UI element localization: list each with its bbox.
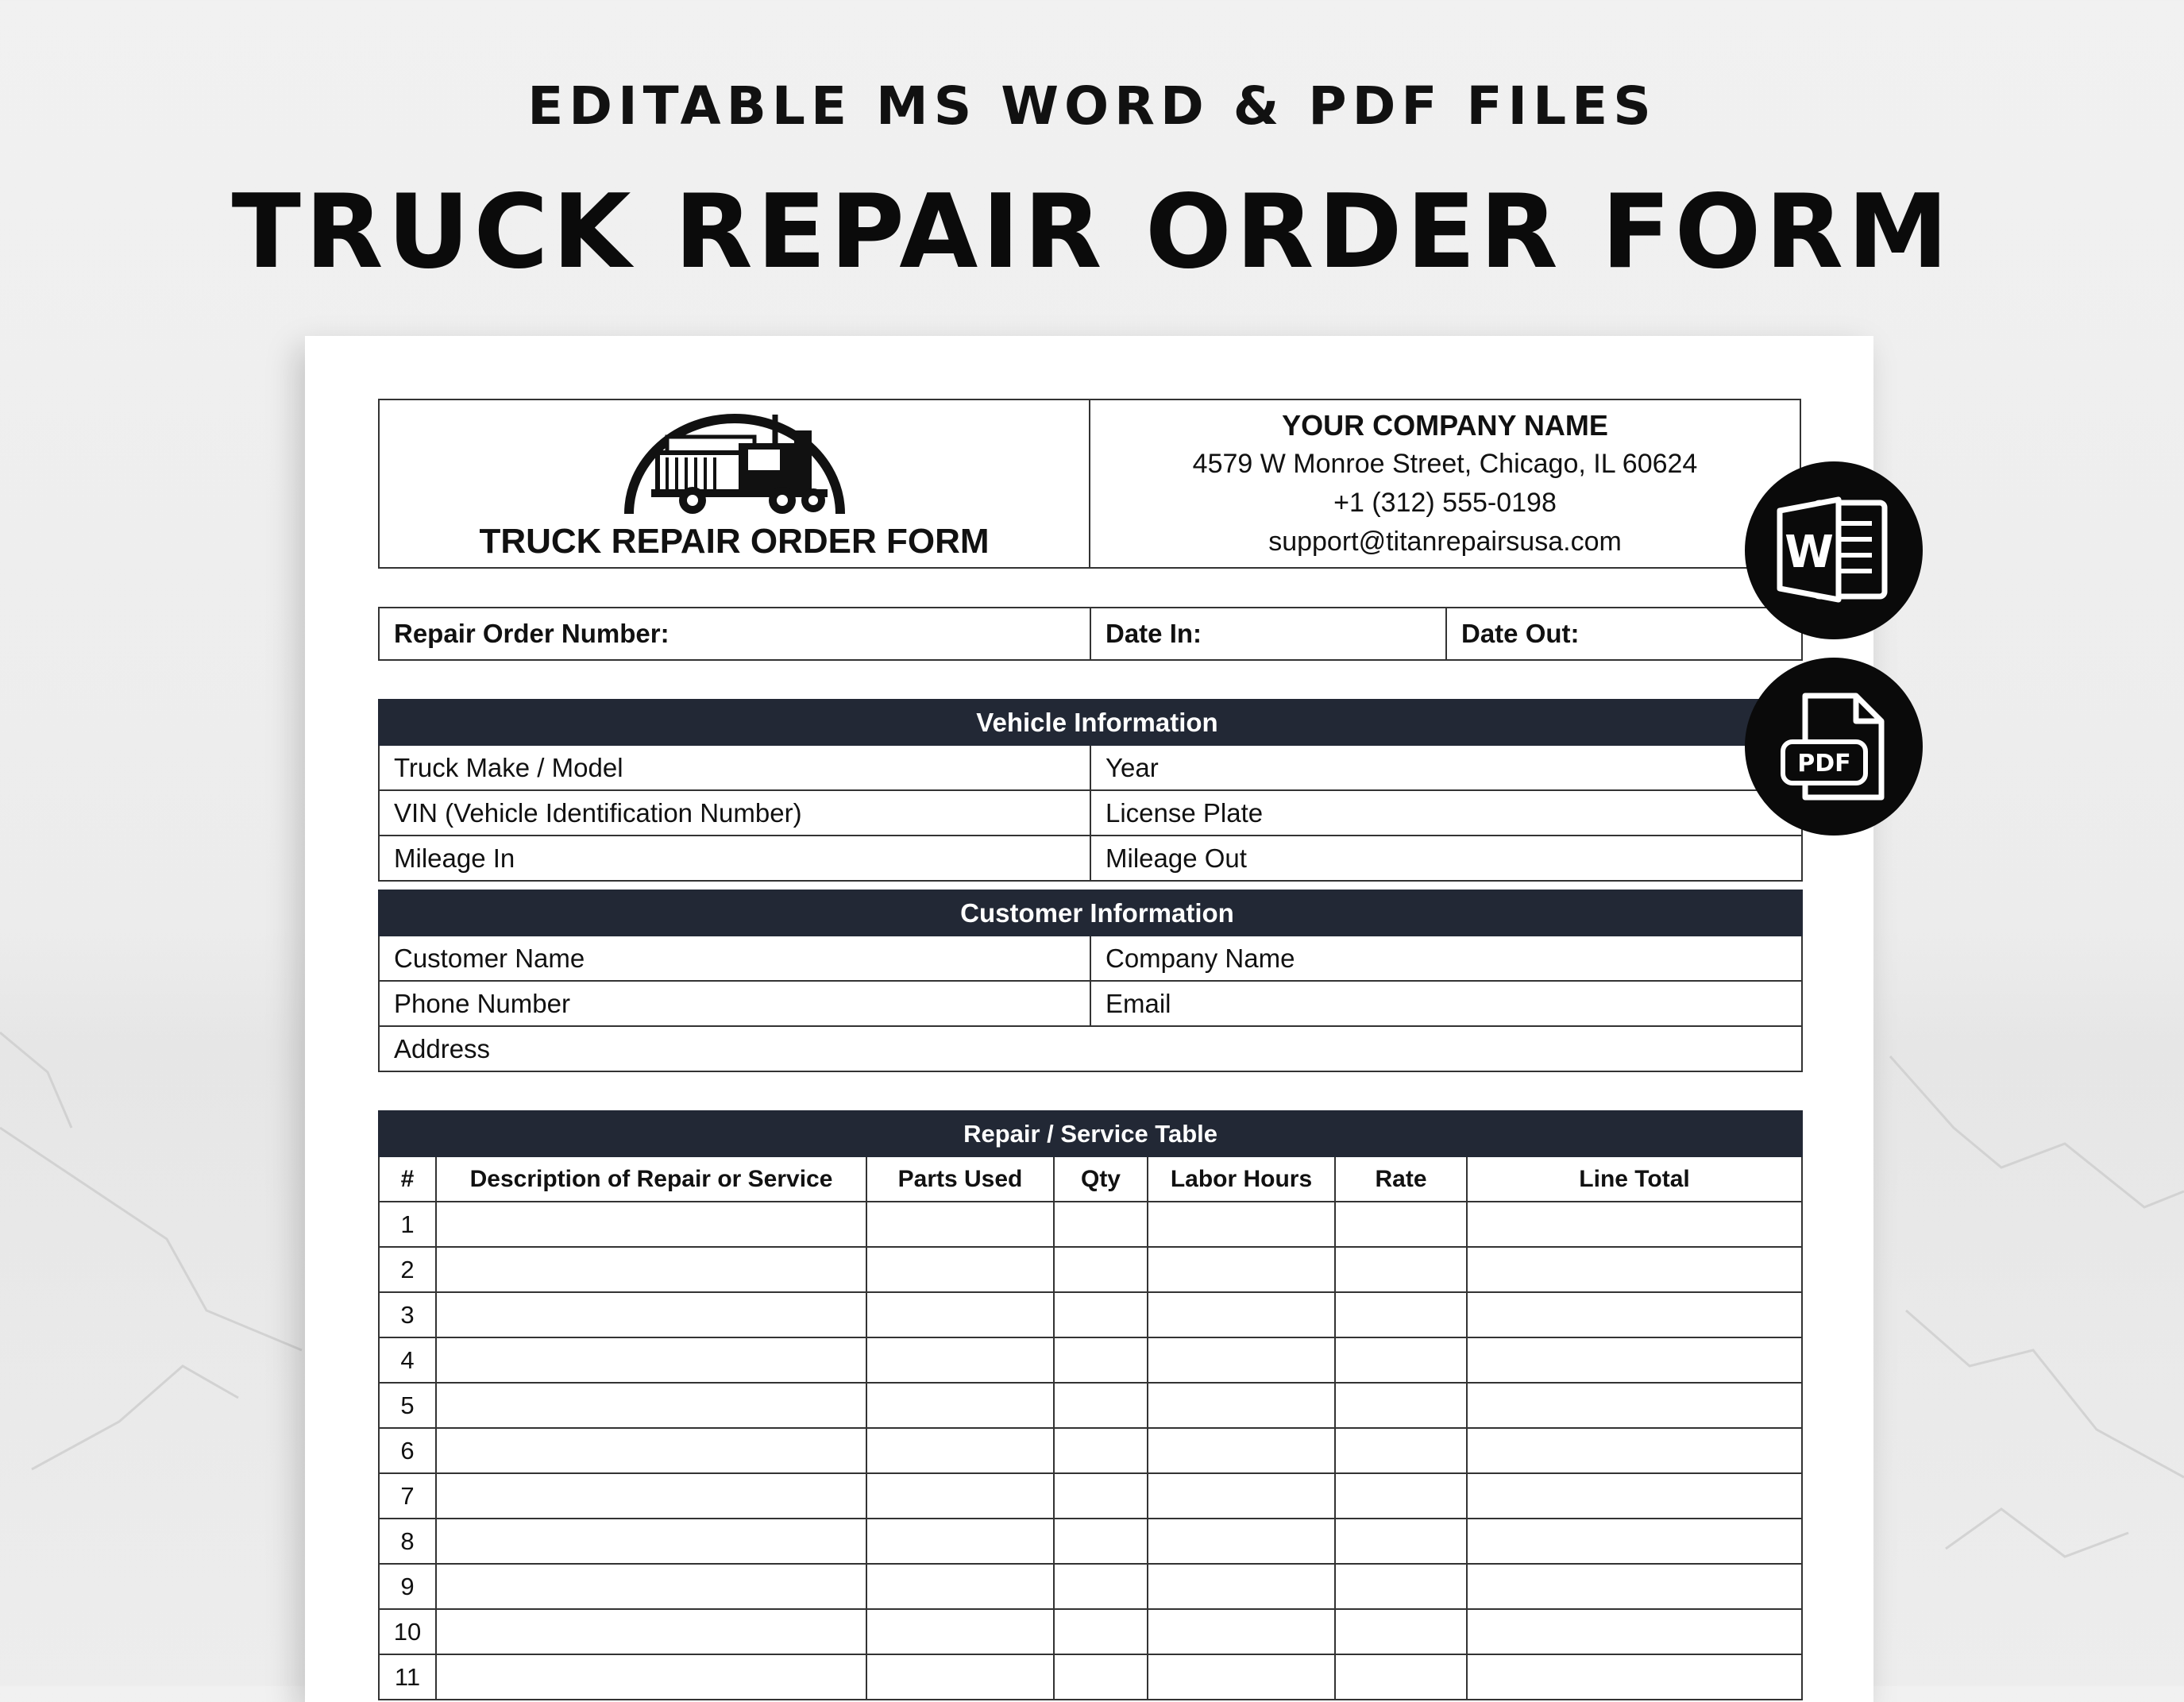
rate-cell[interactable]	[1335, 1609, 1467, 1654]
line-total-cell[interactable]	[1467, 1428, 1802, 1473]
labor-hours-cell[interactable]	[1148, 1292, 1335, 1337]
row-number: 1	[379, 1202, 436, 1247]
table-row	[379, 1609, 1802, 1654]
mileage-in-field[interactable]: Mileage In	[379, 836, 1090, 881]
description-cell[interactable]	[436, 1654, 866, 1700]
table-row	[379, 1292, 1802, 1337]
qty-cell[interactable]	[1054, 1609, 1148, 1654]
row-number: 8	[379, 1519, 436, 1564]
rate-cell[interactable]	[1335, 1247, 1467, 1292]
col-header-description: Description of Repair or Service	[436, 1156, 866, 1202]
labor-hours-cell[interactable]	[1148, 1654, 1335, 1700]
table-row	[379, 1202, 1802, 1247]
parts-used-cell[interactable]	[866, 1247, 1054, 1292]
truck-logo-icon	[619, 407, 850, 516]
row-number: 2	[379, 1247, 436, 1292]
rate-cell[interactable]	[1335, 1383, 1467, 1428]
vehicle-info-table	[378, 699, 1803, 882]
table-row	[379, 1337, 1802, 1383]
line-total-cell[interactable]	[1467, 1202, 1802, 1247]
parts-used-cell[interactable]	[866, 1654, 1054, 1700]
rate-cell[interactable]	[1335, 1428, 1467, 1473]
banner-subtitle: EDITABLE MS WORD & PDF FILES	[527, 75, 1657, 137]
line-total-cell[interactable]	[1467, 1609, 1802, 1654]
license-plate-field[interactable]: License Plate	[1090, 790, 1802, 836]
description-cell[interactable]	[436, 1609, 866, 1654]
date-in-field[interactable]: Date In:	[1090, 608, 1446, 660]
parts-used-cell[interactable]	[866, 1292, 1054, 1337]
table-row	[379, 1383, 1802, 1428]
phone-number-field[interactable]: Phone Number	[379, 981, 1090, 1026]
word-badge-letter: W	[1785, 527, 1834, 578]
company-email: support@titanrepairsusa.com	[1268, 527, 1622, 557]
rate-cell[interactable]	[1335, 1337, 1467, 1383]
pdf-badge-label: PDF	[1797, 750, 1851, 778]
row-number: 3	[379, 1292, 436, 1337]
qty-cell[interactable]	[1054, 1564, 1148, 1609]
table-row	[379, 1564, 1802, 1609]
description-cell[interactable]	[436, 1247, 866, 1292]
rate-cell[interactable]	[1335, 1519, 1467, 1564]
row-number: 7	[379, 1473, 436, 1519]
company-name: YOUR COMPANY NAME	[1282, 409, 1608, 442]
parts-used-cell[interactable]	[866, 1564, 1054, 1609]
qty-cell[interactable]	[1054, 1292, 1148, 1337]
table-row	[379, 1473, 1802, 1519]
parts-used-cell[interactable]	[866, 1519, 1054, 1564]
description-cell[interactable]	[436, 1519, 866, 1564]
email-field[interactable]: Email	[1090, 981, 1802, 1026]
line-total-cell[interactable]	[1467, 1473, 1802, 1519]
parts-used-cell[interactable]	[866, 1383, 1054, 1428]
parts-used-cell[interactable]	[866, 1428, 1054, 1473]
customer-info-table	[378, 890, 1803, 1072]
year-field[interactable]: Year	[1090, 745, 1802, 790]
company-cell	[1090, 399, 1800, 568]
form-header-table	[378, 399, 1801, 569]
labor-hours-cell[interactable]	[1148, 1383, 1335, 1428]
pdf-file-icon	[1745, 658, 1923, 836]
line-total-cell[interactable]	[1467, 1383, 1802, 1428]
line-total-cell[interactable]	[1467, 1247, 1802, 1292]
parts-used-cell[interactable]	[866, 1609, 1054, 1654]
col-header-rate: Rate	[1335, 1156, 1467, 1202]
labor-hours-cell[interactable]	[1148, 1519, 1335, 1564]
company-address: 4579 W Monroe Street, Chicago, IL 60624	[1192, 449, 1698, 479]
description-cell[interactable]	[436, 1383, 866, 1428]
labor-hours-cell[interactable]	[1148, 1428, 1335, 1473]
word-badge	[1745, 461, 1923, 639]
col-header-number: #	[379, 1156, 436, 1202]
customer-name-field[interactable]: Customer Name	[379, 936, 1090, 981]
rate-cell[interactable]	[1335, 1564, 1467, 1609]
company-name-field[interactable]: Company Name	[1090, 936, 1802, 981]
description-cell[interactable]	[436, 1292, 866, 1337]
labor-hours-cell[interactable]	[1148, 1473, 1335, 1519]
repair-service-heading: Repair / Service Table	[379, 1111, 1802, 1156]
row-number: 6	[379, 1428, 436, 1473]
pdf-badge	[1745, 658, 1923, 836]
description-cell[interactable]	[436, 1428, 866, 1473]
qty-cell[interactable]	[1054, 1654, 1148, 1700]
row-number: 10	[379, 1609, 436, 1654]
banner-title: TRUCK REPAIR ORDER FORM	[231, 173, 1953, 291]
rate-cell[interactable]	[1335, 1473, 1467, 1519]
labor-hours-cell[interactable]	[1148, 1564, 1335, 1609]
qty-cell[interactable]	[1054, 1337, 1148, 1383]
col-header-qty: Qty	[1054, 1156, 1148, 1202]
form-title: TRUCK REPAIR ORDER FORM	[479, 521, 990, 561]
parts-used-cell[interactable]	[866, 1202, 1054, 1247]
rate-cell[interactable]	[1335, 1292, 1467, 1337]
description-cell[interactable]	[436, 1564, 866, 1609]
row-number: 5	[379, 1383, 436, 1428]
labor-hours-cell[interactable]	[1148, 1337, 1335, 1383]
order-meta-table	[378, 607, 1803, 661]
qty-cell[interactable]	[1054, 1473, 1148, 1519]
customer-info-heading: Customer Information	[379, 890, 1802, 936]
address-field[interactable]: Address	[379, 1026, 1802, 1071]
col-header-labor-hours: Labor Hours	[1148, 1156, 1335, 1202]
line-total-cell[interactable]	[1467, 1337, 1802, 1383]
table-row	[379, 1428, 1802, 1473]
line-total-cell[interactable]	[1467, 1654, 1802, 1700]
line-total-cell[interactable]	[1467, 1292, 1802, 1337]
labor-hours-cell[interactable]	[1148, 1202, 1335, 1247]
qty-cell[interactable]	[1054, 1428, 1148, 1473]
qty-cell[interactable]	[1054, 1202, 1148, 1247]
table-row	[379, 1247, 1802, 1292]
mileage-out-field[interactable]: Mileage Out	[1090, 836, 1802, 881]
description-cell[interactable]	[436, 1202, 866, 1247]
description-cell[interactable]	[436, 1473, 866, 1519]
company-phone: +1 (312) 555-0198	[1333, 488, 1557, 518]
labor-hours-cell[interactable]	[1148, 1609, 1335, 1654]
parts-used-cell[interactable]	[866, 1473, 1054, 1519]
repair-order-number-field[interactable]: Repair Order Number:	[379, 608, 1090, 660]
truck-make-model-field[interactable]: Truck Make / Model	[379, 745, 1090, 790]
table-row	[379, 1654, 1802, 1700]
row-number: 9	[379, 1564, 436, 1609]
qty-cell[interactable]	[1054, 1383, 1148, 1428]
word-icon	[1745, 461, 1923, 639]
form-content	[378, 399, 1801, 1700]
date-out-field[interactable]: Date Out:	[1446, 608, 1802, 660]
qty-cell[interactable]	[1054, 1519, 1148, 1564]
row-number: 11	[379, 1654, 436, 1700]
col-header-line-total: Line Total	[1467, 1156, 1802, 1202]
parts-used-cell[interactable]	[866, 1337, 1054, 1383]
repair-service-table	[378, 1110, 1803, 1700]
vin-field[interactable]: VIN (Vehicle Identification Number)	[379, 790, 1090, 836]
table-row	[379, 1519, 1802, 1564]
line-total-cell[interactable]	[1467, 1564, 1802, 1609]
qty-cell[interactable]	[1054, 1247, 1148, 1292]
rate-cell[interactable]	[1335, 1202, 1467, 1247]
labor-hours-cell[interactable]	[1148, 1247, 1335, 1292]
logo-cell	[379, 399, 1090, 568]
col-header-parts-used: Parts Used	[866, 1156, 1054, 1202]
row-number: 4	[379, 1337, 436, 1383]
description-cell[interactable]	[436, 1337, 866, 1383]
line-total-cell[interactable]	[1467, 1519, 1802, 1564]
vehicle-info-heading: Vehicle Information	[379, 700, 1802, 745]
rate-cell[interactable]	[1335, 1654, 1467, 1700]
